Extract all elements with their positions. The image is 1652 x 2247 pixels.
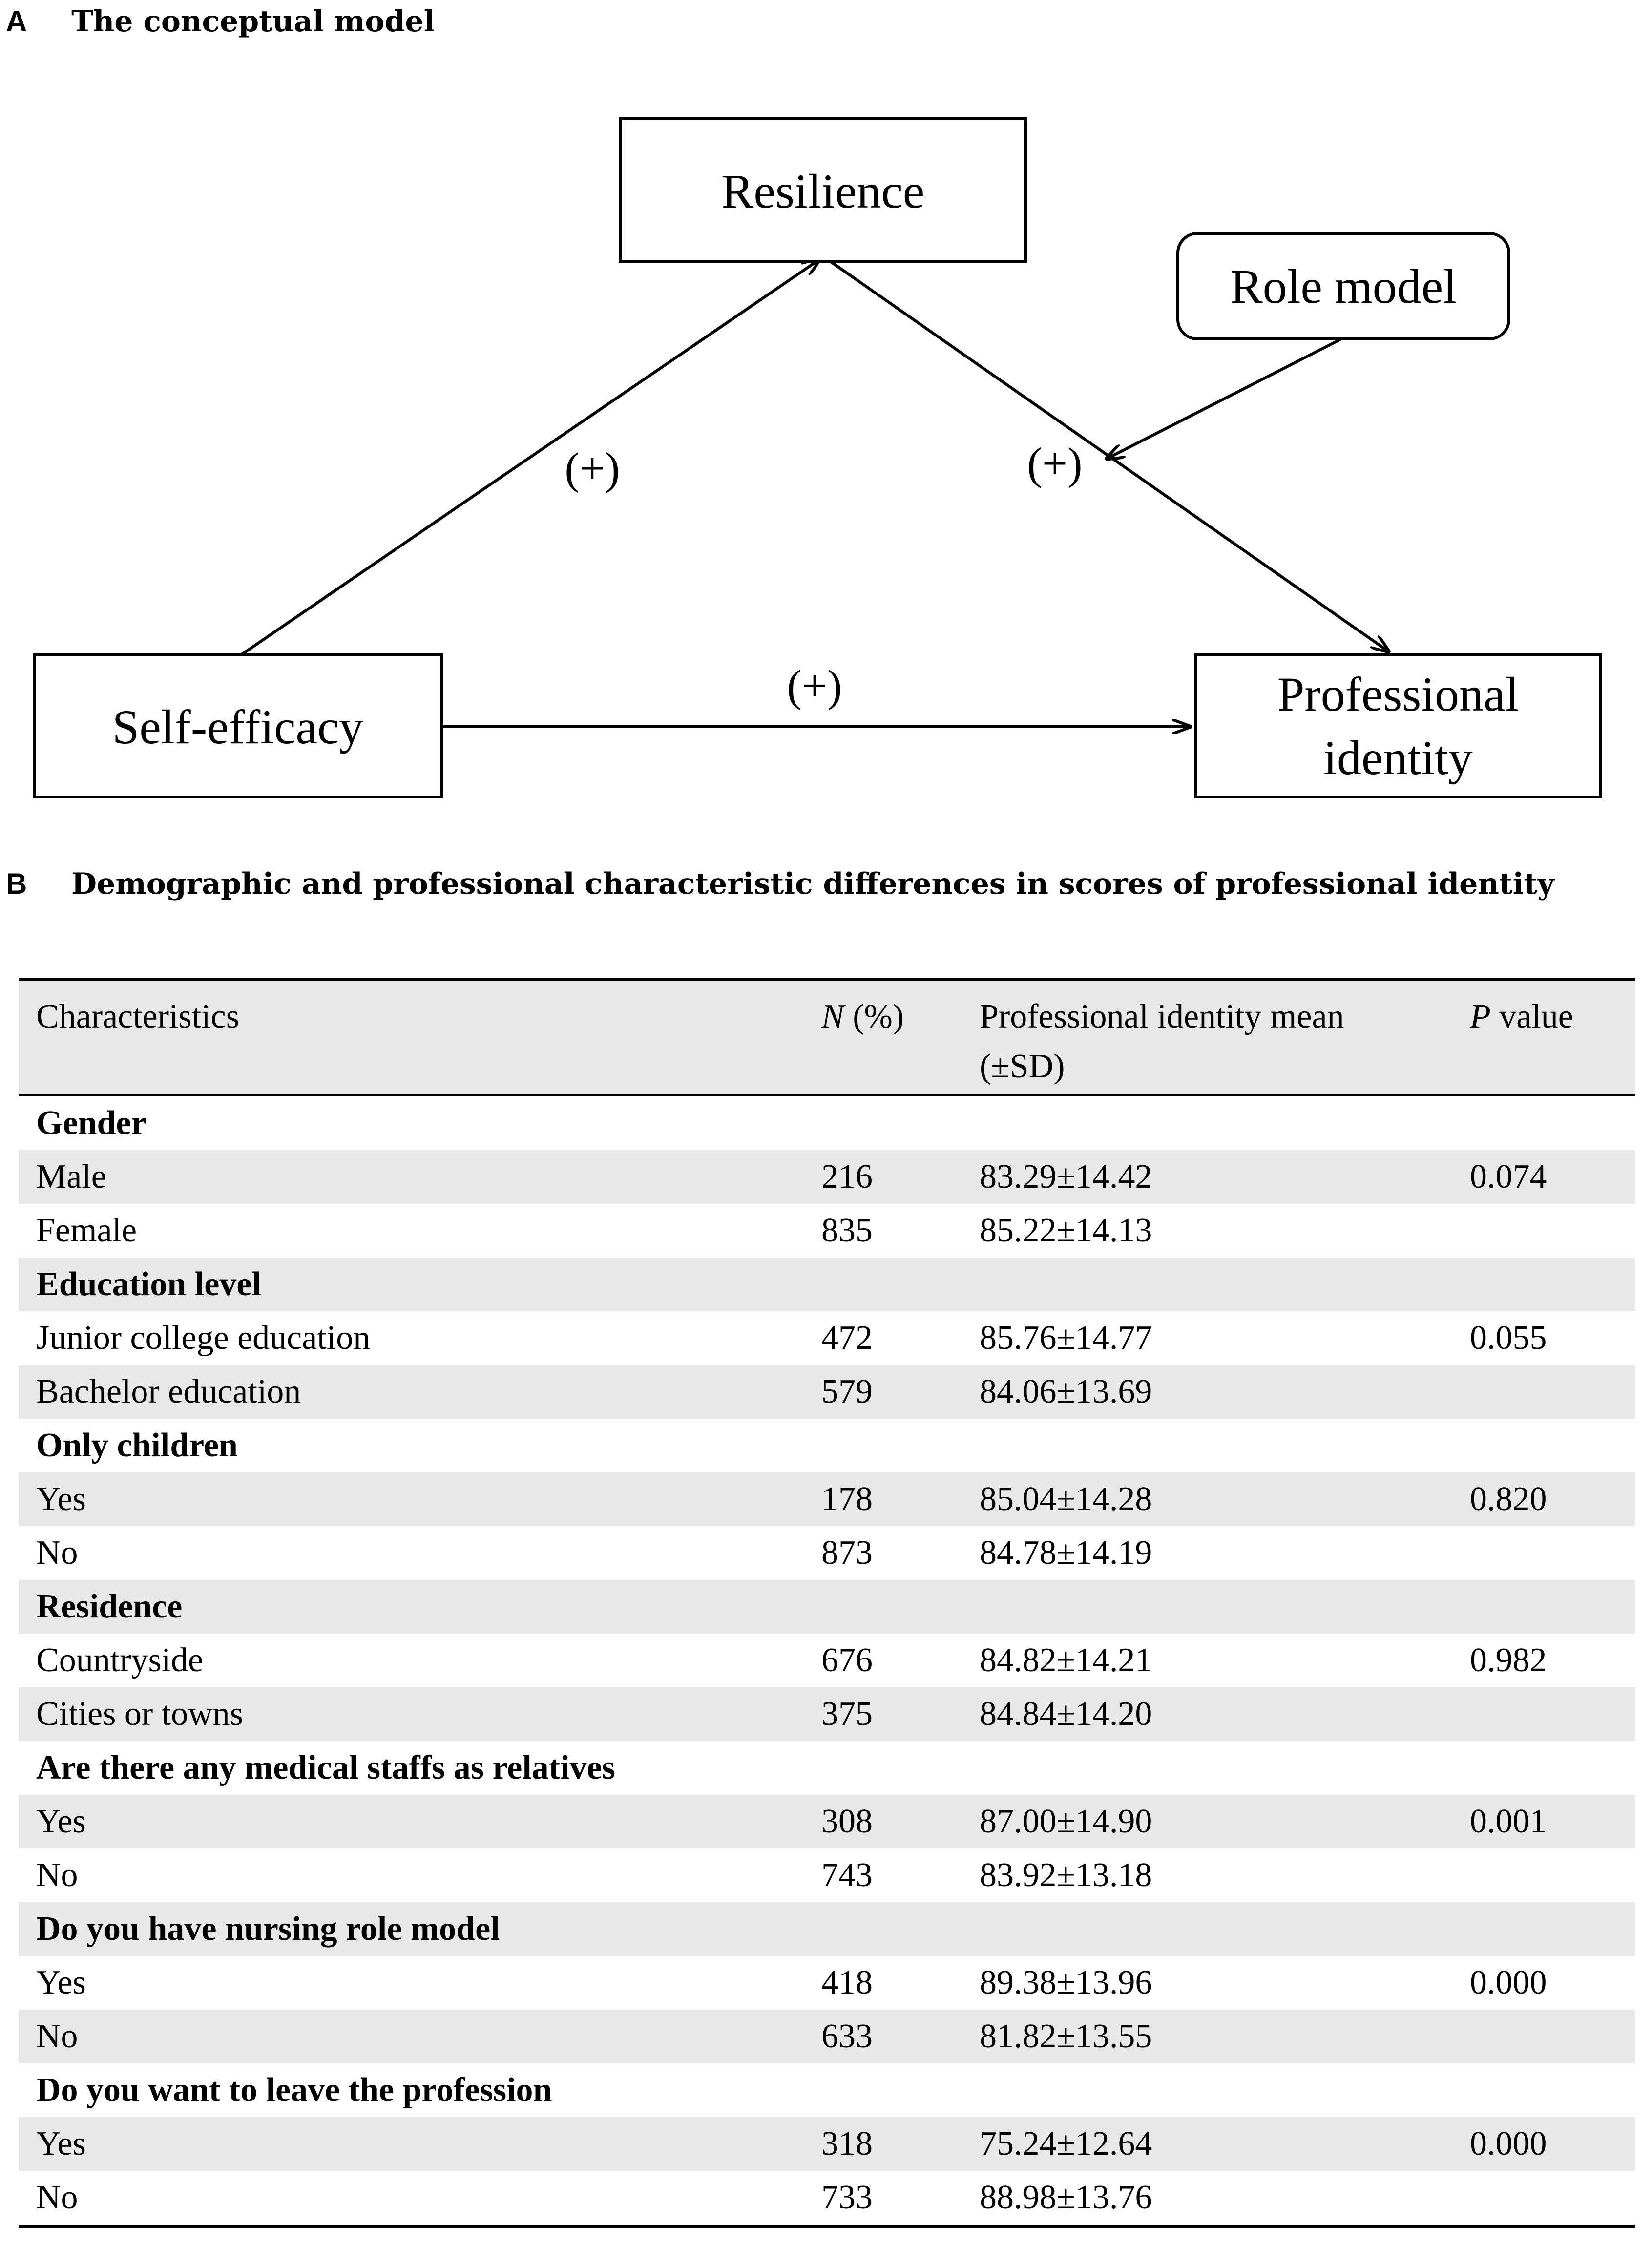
header-mean — [980, 992, 1344, 1092]
row-mean: 84.78±14.19 — [980, 1534, 1152, 1572]
row-mean: 75.24±12.64 — [980, 2125, 1152, 2163]
row-mean: 84.06±13.69 — [980, 1373, 1152, 1410]
row-n: 375 — [821, 1695, 873, 1733]
header-p-italic: P — [1470, 998, 1491, 1035]
row-n: 676 — [821, 1641, 873, 1679]
row-p-value: 0.982 — [1470, 1641, 1547, 1679]
table-row — [19, 1634, 1635, 1687]
header-n-percent — [821, 992, 904, 1042]
group-label: Are there any medical staffs as relatives — [36, 1749, 615, 1786]
row-label: Yes — [36, 2125, 86, 2163]
group-label: Residence — [36, 1588, 183, 1625]
row-n: 633 — [821, 2017, 873, 2055]
sign-resilience-to-professional-identity: (+) — [1027, 439, 1083, 488]
row-p-value: 0.000 — [1470, 2125, 1547, 2163]
row-label: No — [36, 2179, 78, 2216]
group-label: Only children — [36, 1427, 238, 1464]
row-n: 579 — [821, 1373, 873, 1410]
row-n: 318 — [821, 2125, 873, 2163]
row-label: No — [36, 1856, 78, 1894]
row-label: Male — [36, 1158, 106, 1196]
edge-self-efficacy-to-resilience — [242, 259, 820, 654]
row-n: 418 — [821, 1964, 873, 2001]
table-group-row — [19, 1096, 1635, 1150]
table-row — [19, 1311, 1635, 1365]
table-row — [19, 1848, 1635, 1902]
edge-role-model-to-path — [1106, 339, 1340, 459]
header-mean-line1: Professional identity mean — [980, 998, 1344, 1035]
row-mean: 89.38±13.96 — [980, 1964, 1152, 2001]
row-p-value: 0.820 — [1470, 1480, 1547, 1518]
group-label: Do you have nursing role model — [36, 1910, 500, 1948]
header-n-italic: N — [821, 998, 844, 1035]
row-n: 733 — [821, 2179, 873, 2216]
row-label: Junior college education — [36, 1319, 371, 1357]
panel-b-title: Demographic and professional characteristic differences in scores of professional identity — [71, 867, 1554, 901]
characteristics-table — [19, 978, 1635, 2228]
row-label: No — [36, 1534, 78, 1572]
table-row — [19, 1526, 1635, 1580]
group-label: Education level — [36, 1265, 261, 1303]
row-mean: 88.98±13.76 — [980, 2179, 1152, 2216]
table-row — [19, 2010, 1635, 2063]
row-label: Yes — [36, 1964, 86, 2001]
row-n: 216 — [821, 1158, 873, 1196]
table-row — [19, 1472, 1635, 1526]
table-row — [19, 2117, 1635, 2171]
row-label: Female — [36, 1212, 137, 1249]
row-label: Bachelor education — [36, 1373, 301, 1410]
header-mean-line2: (±SD) — [980, 1048, 1065, 1085]
row-p-value: 0.001 — [1470, 1803, 1547, 1840]
sign-self-efficacy-to-resilience: (+) — [565, 443, 620, 493]
row-n: 472 — [821, 1319, 873, 1357]
row-mean: 85.22±14.13 — [980, 1212, 1152, 1249]
row-mean: 83.29±14.42 — [980, 1158, 1152, 1196]
row-n: 835 — [821, 1212, 873, 1249]
row-label: Yes — [36, 1480, 86, 1518]
table-row — [19, 1687, 1635, 1741]
row-n: 873 — [821, 1534, 873, 1572]
row-label: No — [36, 2017, 78, 2055]
header-p-rest: value — [1490, 998, 1573, 1035]
row-p-value: 0.000 — [1470, 1964, 1547, 2001]
table-row — [19, 2171, 1635, 2225]
row-label: Yes — [36, 1803, 86, 1840]
resilience-label: Resilience — [721, 164, 925, 218]
header-p-value — [1470, 992, 1573, 1042]
row-p-value: 0.074 — [1470, 1158, 1547, 1196]
conceptual-model-diagram — [0, 73, 1652, 835]
table-group-row — [19, 1580, 1635, 1634]
table-row — [19, 1795, 1635, 1848]
row-label: Countryside — [36, 1641, 204, 1679]
table-group-row — [19, 1902, 1635, 1956]
table-group-row — [19, 1741, 1635, 1795]
header-n-rest: (%) — [844, 998, 904, 1035]
self-efficacy-label: Self-efficacy — [112, 700, 364, 754]
professional-identity-label-line1: Professional — [1277, 667, 1519, 721]
panel-a-letter: A — [6, 5, 27, 38]
group-label: Do you want to leave the profession — [36, 2071, 552, 2109]
group-label: Gender — [36, 1104, 146, 1142]
row-mean: 83.92±13.18 — [980, 1856, 1152, 1894]
table-row — [19, 1150, 1635, 1204]
table-group-row — [19, 1419, 1635, 1472]
sign-self-efficacy-to-professional-identity: (+) — [787, 661, 842, 711]
row-p-value: 0.055 — [1470, 1319, 1547, 1357]
table-group-row — [19, 1258, 1635, 1311]
table-row — [19, 1365, 1635, 1419]
professional-identity-label-line2: identity — [1323, 731, 1473, 785]
role-model-label: Role model — [1230, 259, 1457, 314]
table-body — [19, 1096, 1635, 2225]
panel-a-title: The conceptual model — [71, 4, 435, 39]
row-n: 743 — [821, 1856, 873, 1894]
row-n: 308 — [821, 1803, 873, 1840]
panel-b-letter: B — [6, 867, 27, 900]
row-mean: 81.82±13.55 — [980, 2017, 1152, 2055]
table-group-row — [19, 2063, 1635, 2117]
table-header — [19, 981, 1635, 1096]
row-mean: 85.04±14.28 — [980, 1480, 1152, 1518]
header-characteristics: Characteristics — [36, 998, 239, 1035]
row-mean: 85.76±14.77 — [980, 1319, 1152, 1357]
table-row — [19, 1204, 1635, 1258]
row-label: Cities or towns — [36, 1695, 243, 1733]
row-mean: 84.82±14.21 — [980, 1641, 1152, 1679]
row-mean: 87.00±14.90 — [980, 1803, 1152, 1840]
row-n: 178 — [821, 1480, 873, 1518]
row-mean: 84.84±14.20 — [980, 1695, 1152, 1733]
table-row — [19, 1956, 1635, 2010]
